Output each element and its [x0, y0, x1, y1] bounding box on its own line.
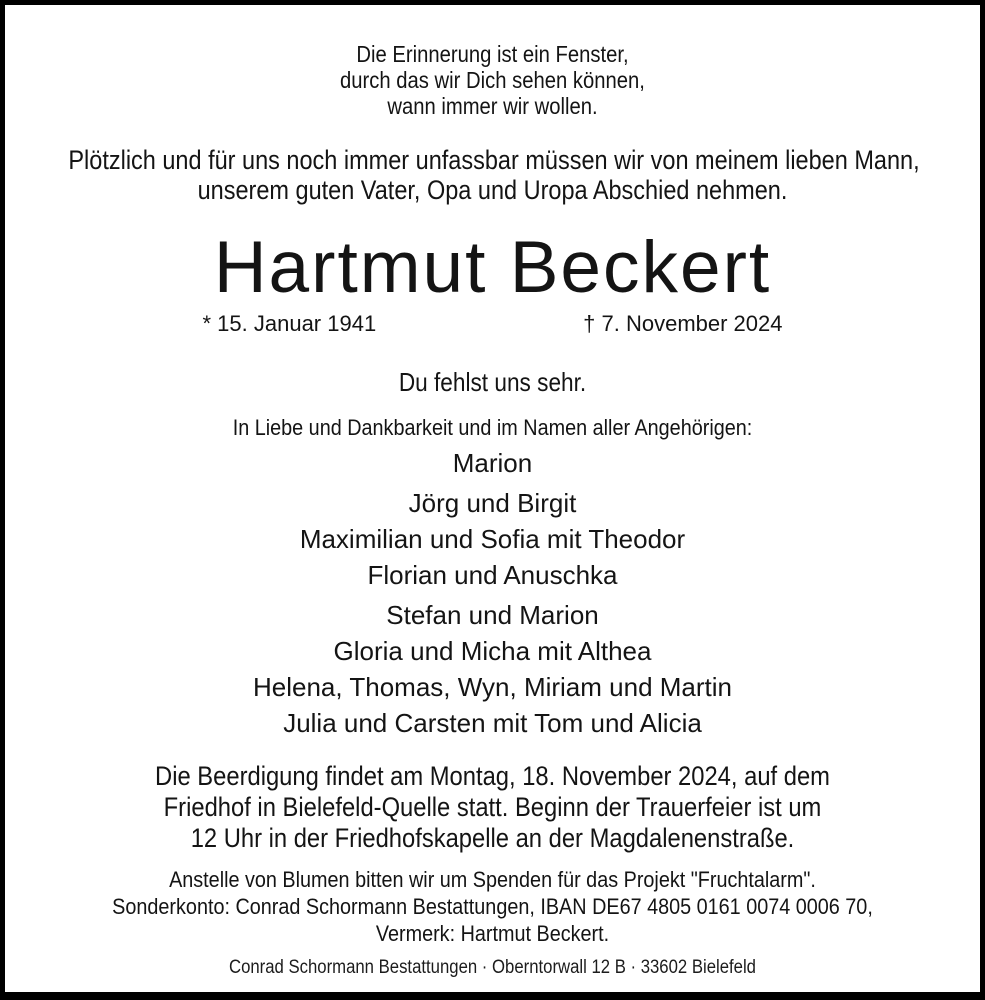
intro-line: unserem guten Vater, Opa und Uropa Abschied nehmen. — [197, 175, 788, 205]
donation-line: Sonderkonto: Conrad Schormann Bestattungen, IBAN DE67 4805 0161 0074 0006 70, — [112, 894, 873, 919]
mourner-group — [5, 485, 980, 593]
life-dates — [203, 311, 783, 337]
mourner-group — [5, 597, 980, 705]
mourner-line: Marion — [452, 448, 533, 478]
mourners-intro — [5, 415, 980, 441]
mourner-line: Maximilian und Sofia mit Theodor — [299, 524, 686, 554]
mourner-group — [5, 705, 980, 741]
mourner-line: Jörg und Birgit — [408, 488, 577, 518]
publisher-footer — [5, 956, 980, 979]
farewell — [5, 367, 980, 397]
mourner-line: Florian und Anuschka — [367, 560, 618, 590]
epigraph-line: durch das wir Dich sehen können, — [340, 67, 645, 93]
funeral-line: Die Beerdigung findet am Montag, 18. November 2024, auf dem — [155, 761, 830, 791]
donation-line: Anstelle von Blumen bitten wir um Spenden für das Projekt "Fruchtalarm". — [169, 867, 816, 892]
funeral-line: 12 Uhr in der Friedhofskapelle an der Magdalenenstraße. — [190, 823, 795, 853]
birth-date: * 15. Januar 1941 — [202, 311, 377, 336]
mourner-line: Julia und Carsten mit Tom und Alicia — [283, 708, 702, 738]
mourner-line: Gloria und Micha mit Althea — [333, 636, 652, 666]
deceased-name: Hartmut Beckert — [213, 227, 772, 308]
funeral-line: Friedhof in Bielefeld-Quelle statt. Beginn der Trauerfeier ist um — [163, 792, 822, 822]
publisher-line: Conrad Schormann Bestattungen · Oberntorwall 12 B · 33602 Bielefeld — [228, 957, 756, 978]
death-date: † 7. November 2024 — [583, 311, 783, 336]
epigraph — [5, 41, 980, 119]
donation-info — [5, 866, 980, 947]
mourner-group — [5, 445, 980, 481]
mourner-line: Helena, Thomas, Wyn, Miriam und Martin — [252, 672, 732, 702]
epigraph-line: wann immer wir wollen. — [387, 93, 598, 119]
intro-line: Plötzlich und für uns noch immer unfassbar müssen wir von meinem lieben Mann, — [68, 145, 920, 175]
donation-line: Vermerk: Hartmut Beckert. — [375, 921, 610, 946]
funeral-info — [5, 761, 980, 854]
intro-paragraph — [5, 145, 980, 205]
mourner-line: Stefan und Marion — [386, 600, 599, 630]
farewell-line: Du fehlst uns sehr. — [398, 367, 587, 397]
mourners-intro-line: In Liebe und Dankbarkeit und im Namen aller Angehörigen: — [232, 415, 753, 440]
epigraph-line: Die Erinnerung ist ein Fenster, — [356, 41, 629, 67]
